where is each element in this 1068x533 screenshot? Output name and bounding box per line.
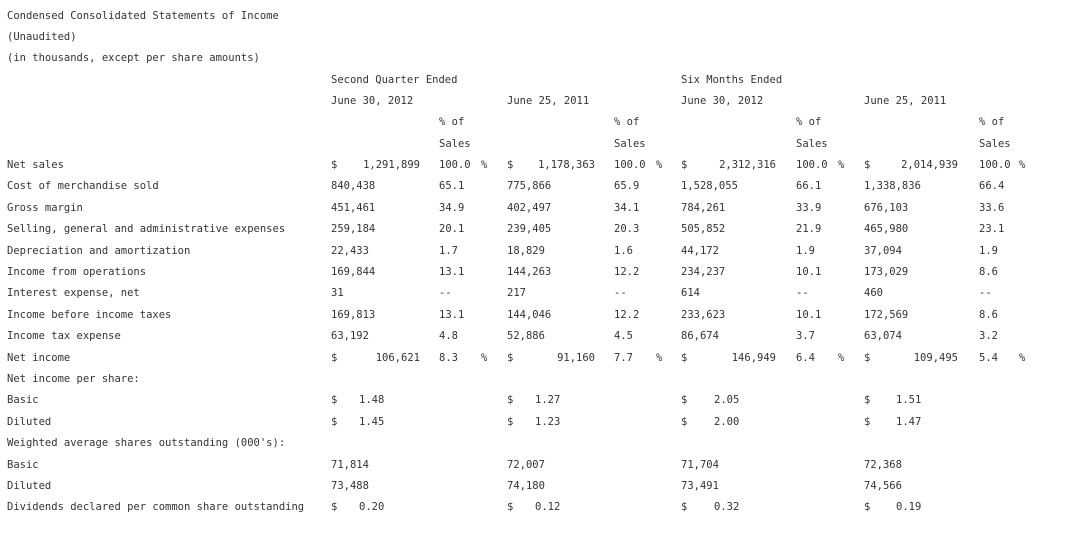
row-label: Dividends declared per common share outstanding <box>7 501 305 513</box>
column-date-6m-2011: June 25, 2011 <box>864 95 947 107</box>
cell-value: 1.48 <box>359 394 385 406</box>
currency-sign: $ <box>864 501 871 513</box>
cell-value: 71,814 <box>331 459 369 471</box>
row-label: Basic <box>7 394 39 406</box>
cell-pct: 12.2 <box>614 309 640 321</box>
cell-value: 22,433 <box>331 245 369 257</box>
cell-value: 146,949 <box>731 352 776 364</box>
cell-value: 173,029 <box>864 266 909 278</box>
cell-pct: 13.1 <box>439 309 465 321</box>
cell-value: 169,844 <box>331 266 376 278</box>
currency-sign: $ <box>864 416 871 428</box>
currency-sign: $ <box>681 501 688 513</box>
cell-pct: 100.0 <box>439 159 471 171</box>
cell-pct: -- <box>979 287 992 299</box>
cell-value: 72,007 <box>507 459 545 471</box>
currency-sign: $ <box>681 159 688 171</box>
cell-value: 172,569 <box>864 309 909 321</box>
cell-value: 31 <box>331 287 344 299</box>
currency-sign: $ <box>681 394 688 406</box>
cell-pct: 13.1 <box>439 266 465 278</box>
cell-value: 2,014,939 <box>901 159 958 171</box>
cell-value: 0.32 <box>714 501 740 513</box>
pct-header-line2: Sales <box>614 138 646 150</box>
currency-sign: $ <box>507 501 514 513</box>
pct-header-line1: % of <box>979 116 1005 128</box>
cell-pct: 100.0 <box>979 159 1011 171</box>
cell-pct: -- <box>796 287 809 299</box>
cell-value: 0.12 <box>535 501 561 513</box>
cell-pct: 12.2 <box>614 266 640 278</box>
currency-sign: $ <box>331 394 338 406</box>
row-label: Net income per share: <box>7 373 140 385</box>
period-header-six-months: Six Months Ended <box>681 74 783 86</box>
cell-value: 63,192 <box>331 330 369 342</box>
pct-header-line2: Sales <box>439 138 471 150</box>
currency-sign: $ <box>507 352 514 364</box>
currency-sign: $ <box>331 501 338 513</box>
cell-value: 74,180 <box>507 480 545 492</box>
cell-pct: 33.9 <box>796 202 822 214</box>
currency-sign: $ <box>331 159 338 171</box>
cell-value: 505,852 <box>681 223 726 235</box>
cell-pct: 10.1 <box>796 266 822 278</box>
cell-pct: 66.1 <box>796 180 822 192</box>
currency-sign: $ <box>864 394 871 406</box>
cell-value: 1.47 <box>896 416 922 428</box>
cell-value: 1,178,363 <box>538 159 595 171</box>
cell-pct: 100.0 <box>796 159 828 171</box>
cell-pct: 21.9 <box>796 223 822 235</box>
cell-pct: 34.9 <box>439 202 465 214</box>
cell-value: 71,704 <box>681 459 719 471</box>
percent-sign: % <box>838 352 845 364</box>
cell-value: 2.05 <box>714 394 740 406</box>
cell-value: 1.45 <box>359 416 385 428</box>
percent-sign: % <box>1019 159 1026 171</box>
row-label: Depreciation and amortization <box>7 245 191 257</box>
cell-pct: 6.4 <box>796 352 815 364</box>
row-label: Basic <box>7 459 39 471</box>
cell-value: 1.27 <box>535 394 561 406</box>
pct-header-line1: % of <box>439 116 465 128</box>
units-note: (in thousands, except per share amounts) <box>7 52 260 64</box>
cell-pct: 65.1 <box>439 180 465 192</box>
cell-value: 1,291,899 <box>363 159 420 171</box>
cell-value: 1,528,055 <box>681 180 738 192</box>
row-label: Income tax expense <box>7 330 121 342</box>
currency-sign: $ <box>331 416 338 428</box>
cell-value: 784,261 <box>681 202 726 214</box>
row-label: Cost of merchandise sold <box>7 180 159 192</box>
cell-pct: 20.1 <box>439 223 465 235</box>
pct-header-line2: Sales <box>979 138 1011 150</box>
pct-header-line1: % of <box>796 116 822 128</box>
pct-header-line1: % of <box>614 116 640 128</box>
percent-sign: % <box>656 159 663 171</box>
cell-pct: 4.5 <box>614 330 633 342</box>
cell-value: 460 <box>864 287 883 299</box>
cell-pct: -- <box>439 287 452 299</box>
currency-sign: $ <box>331 352 338 364</box>
cell-value: 169,813 <box>331 309 376 321</box>
row-label: Gross margin <box>7 202 83 214</box>
cell-value: 233,623 <box>681 309 726 321</box>
row-label: Net sales <box>7 159 64 171</box>
cell-pct: 66.4 <box>979 180 1005 192</box>
unaudited-note: (Unaudited) <box>7 31 77 43</box>
row-label: Income from operations <box>7 266 147 278</box>
cell-value: 465,980 <box>864 223 909 235</box>
cell-pct: -- <box>614 287 627 299</box>
cell-value: 72,368 <box>864 459 902 471</box>
cell-pct: 65.9 <box>614 180 640 192</box>
cell-pct: 4.8 <box>439 330 458 342</box>
currency-sign: $ <box>864 159 871 171</box>
cell-pct: 1.9 <box>796 245 815 257</box>
cell-value: 676,103 <box>864 202 909 214</box>
cell-value: 73,491 <box>681 480 719 492</box>
cell-value: 259,184 <box>331 223 376 235</box>
cell-value: 106,621 <box>375 352 420 364</box>
cell-value: 451,461 <box>331 202 376 214</box>
row-label: Weighted average shares outstanding (000's): <box>7 437 286 449</box>
currency-sign: $ <box>507 394 514 406</box>
cell-pct: 3.2 <box>979 330 998 342</box>
row-label: Diluted <box>7 416 52 428</box>
cell-pct: 34.1 <box>614 202 640 214</box>
cell-value: 144,263 <box>507 266 552 278</box>
cell-value: 1,338,836 <box>864 180 921 192</box>
cell-value: 1.23 <box>535 416 561 428</box>
cell-value: 144,046 <box>507 309 552 321</box>
cell-pct: 33.6 <box>979 202 1005 214</box>
cell-value: 234,237 <box>681 266 726 278</box>
currency-sign: $ <box>507 159 514 171</box>
cell-pct: 5.4 <box>979 352 998 364</box>
cell-value: 0.20 <box>359 501 385 513</box>
cell-value: 18,829 <box>507 245 545 257</box>
cell-pct: 8.6 <box>979 266 998 278</box>
row-label: Income before income taxes <box>7 309 172 321</box>
cell-value: 614 <box>681 287 700 299</box>
cell-pct: 7.7 <box>614 352 633 364</box>
period-header-quarter: Second Quarter Ended <box>331 74 458 86</box>
cell-value: 44,172 <box>681 245 719 257</box>
cell-value: 73,488 <box>331 480 369 492</box>
cell-value: 91,160 <box>557 352 595 364</box>
row-label: Selling, general and administrative expenses <box>7 223 286 235</box>
currency-sign: $ <box>864 352 871 364</box>
cell-value: 52,886 <box>507 330 545 342</box>
percent-sign: % <box>1019 352 1026 364</box>
row-label: Interest expense, net <box>7 287 140 299</box>
cell-pct: 8.3 <box>439 352 458 364</box>
percent-sign: % <box>838 159 845 171</box>
cell-value: 1.51 <box>896 394 922 406</box>
cell-value: 74,566 <box>864 480 902 492</box>
column-date-6m-2012: June 30, 2012 <box>681 95 764 107</box>
currency-sign: $ <box>681 352 688 364</box>
percent-sign: % <box>481 352 488 364</box>
cell-pct: 1.7 <box>439 245 458 257</box>
currency-sign: $ <box>681 416 688 428</box>
cell-pct: 3.7 <box>796 330 815 342</box>
cell-pct: 1.9 <box>979 245 998 257</box>
cell-value: 217 <box>507 287 526 299</box>
pct-header-line2: Sales <box>796 138 828 150</box>
cell-value: 63,074 <box>864 330 902 342</box>
cell-value: 775,866 <box>507 180 552 192</box>
row-label: Diluted <box>7 480 52 492</box>
cell-value: 2,312,316 <box>719 159 776 171</box>
cell-pct: 23.1 <box>979 223 1005 235</box>
cell-pct: 100.0 <box>614 159 646 171</box>
cell-value: 0.19 <box>896 501 922 513</box>
column-date-q-2011: June 25, 2011 <box>507 95 590 107</box>
statement-title: Condensed Consolidated Statements of Income <box>7 10 279 22</box>
percent-sign: % <box>656 352 663 364</box>
cell-pct: 8.6 <box>979 309 998 321</box>
cell-value: 840,438 <box>331 180 376 192</box>
cell-value: 239,405 <box>507 223 552 235</box>
currency-sign: $ <box>507 416 514 428</box>
cell-value: 109,495 <box>913 352 958 364</box>
cell-value: 2.00 <box>714 416 740 428</box>
cell-pct: 1.6 <box>614 245 633 257</box>
column-date-q-2012: June 30, 2012 <box>331 95 414 107</box>
cell-pct: 10.1 <box>796 309 822 321</box>
cell-value: 402,497 <box>507 202 552 214</box>
cell-value: 37,094 <box>864 245 902 257</box>
row-label: Net income <box>7 352 71 364</box>
percent-sign: % <box>481 159 488 171</box>
cell-pct: 20.3 <box>614 223 640 235</box>
cell-value: 86,674 <box>681 330 719 342</box>
